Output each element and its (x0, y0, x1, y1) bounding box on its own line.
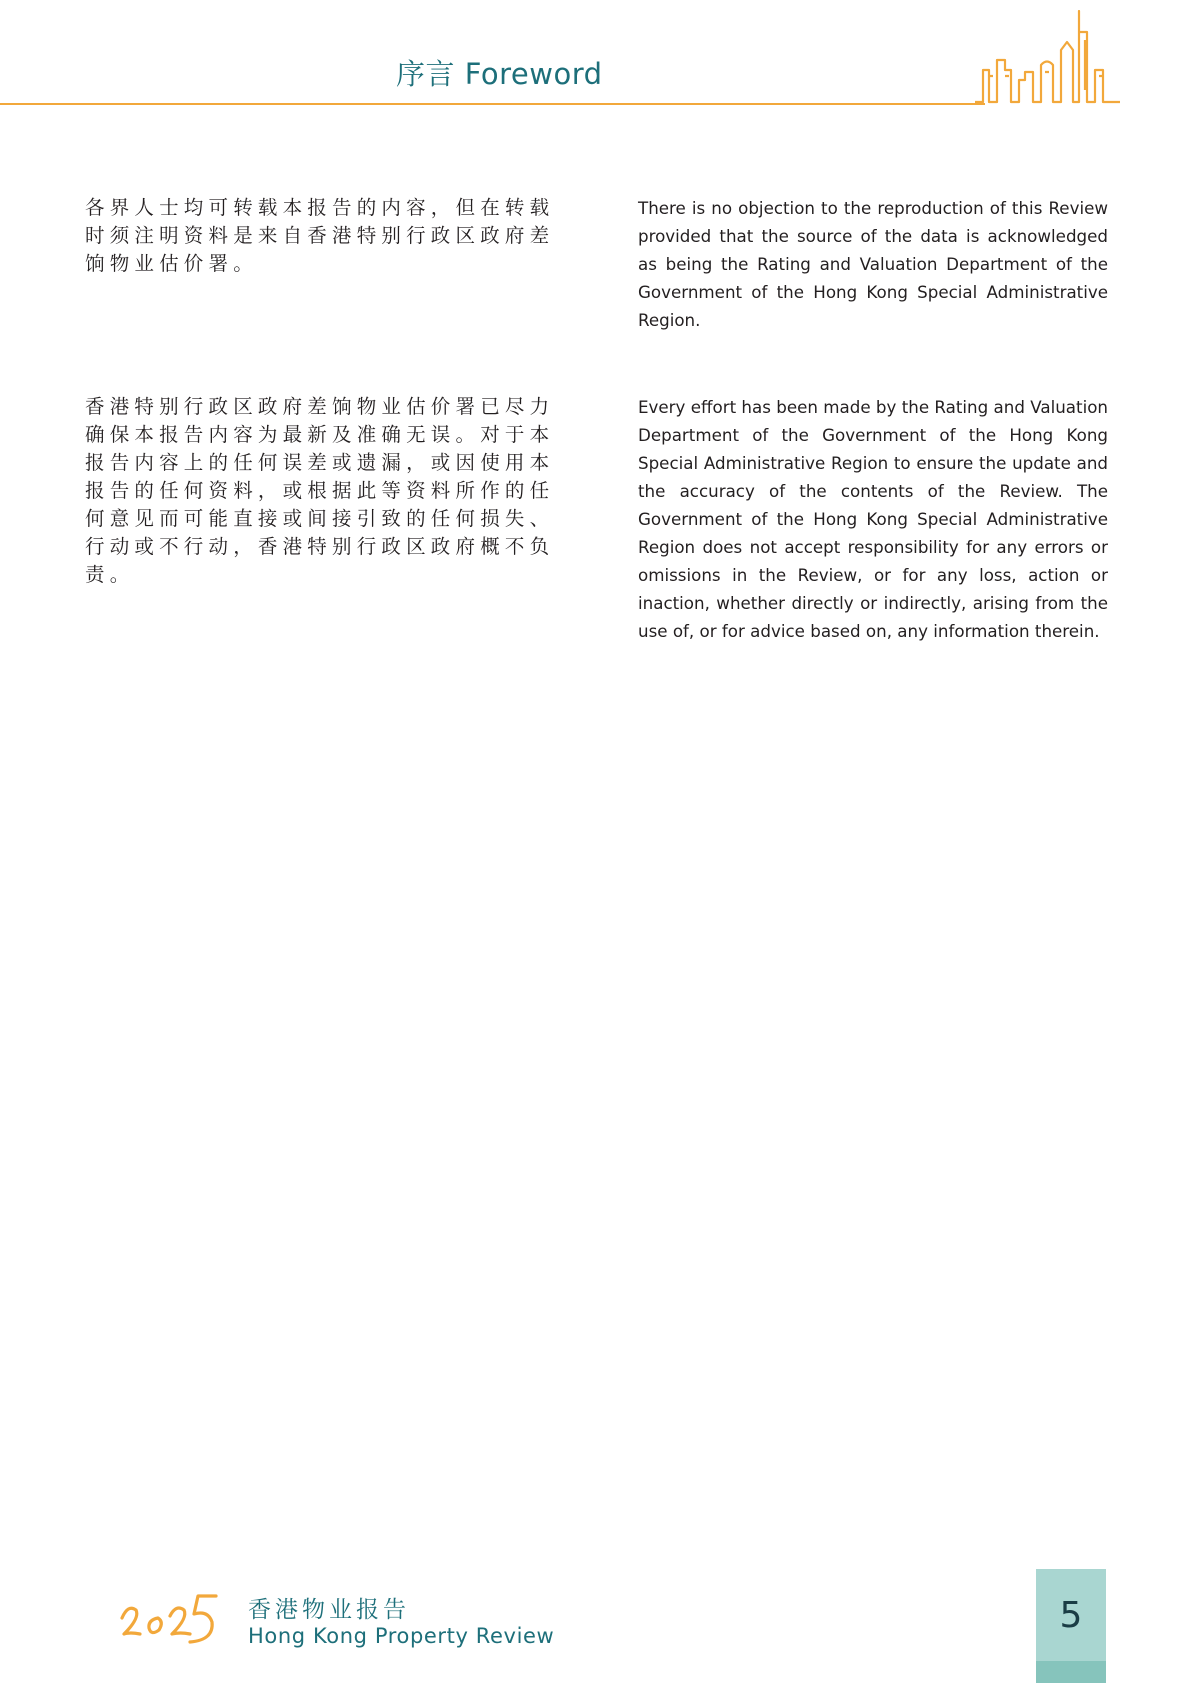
footer-title-zh: 香港物业报告 (248, 1597, 410, 1623)
disclaimer-en: Every effort has been made by the Rating and Valuation Department of the Government of the Hong Kong Special Administrative Region to ensure the update and the accuracy of the contents of the Review. The Government of the Hong Kong Special Administrative Region does not accept responsibility for any errors or omissions in the Review, or for any loss, action or inaction, whether directly or indirectly, arising from the use of, or for advice based on, any information therein. (638, 397, 1108, 641)
city-skyline-icon (975, 10, 1120, 110)
notice-reproduction-en: There is no objection to the reproduction of this Review provided that the source of the data is acknowledged as being the Rating and Valuation Department of the Government of the Hong Kong Special Administrative Region. (638, 198, 1108, 330)
disclaimer-zh: 香港特别行政区政府差饷物业估价署已尽力确保本报告内容为最新及准确无误。对于本报告内容上的任何误差或遗漏，或因使用本报告的任何资料，或根据此等资料所作的任何意见而可能直接或间接引致的任何损失、行动或不行动，香港特别行政区政府概不负责。 (85, 395, 555, 586)
page-number: 5 (1059, 1595, 1083, 1636)
notice-reproduction-zh: 各界人士均可转载本报告的内容，但在转载时须注明资料是来自香港特别行政区政府差饷物业估价署。 (85, 196, 555, 275)
header-divider (0, 103, 985, 105)
year-2025-logo (118, 1588, 228, 1646)
page-number-box (1036, 1569, 1106, 1683)
page-title: 序言 Foreword (396, 57, 603, 91)
footer-title-en: Hong Kong Property Review (248, 1624, 555, 1648)
page-number-box-accent (1036, 1661, 1106, 1683)
